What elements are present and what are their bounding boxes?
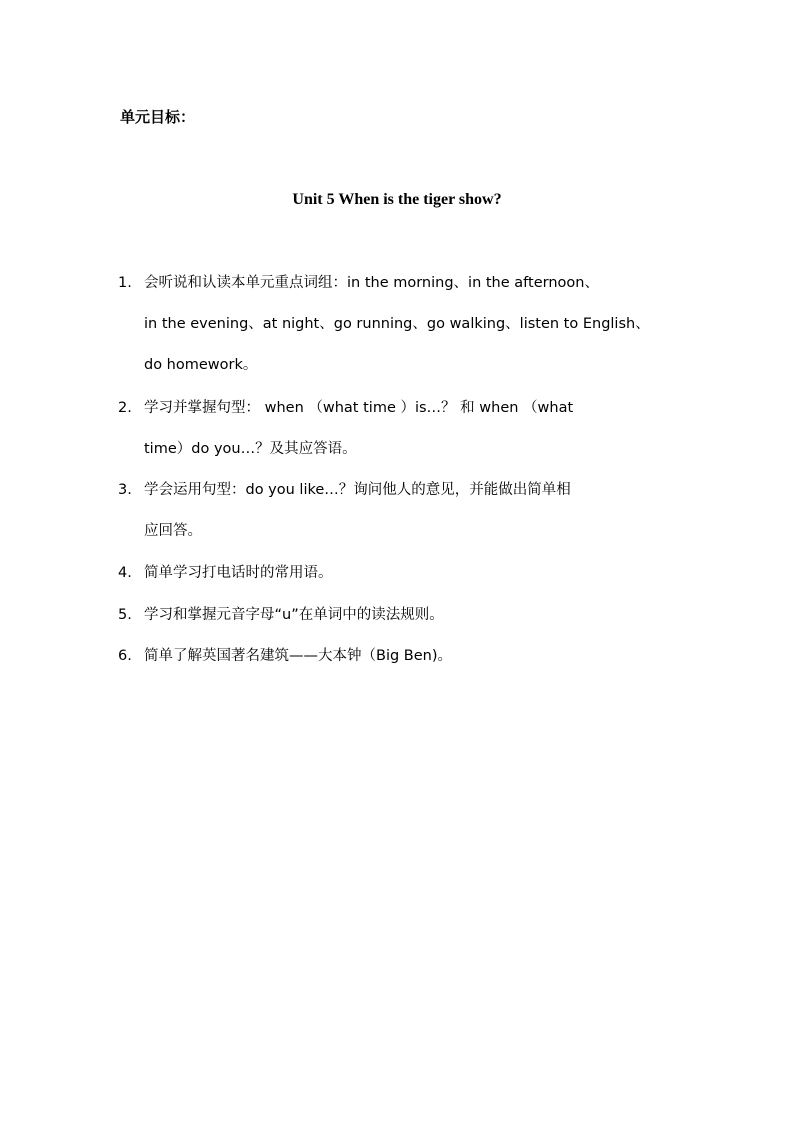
- goal-item: [118, 553, 684, 594]
- goal-number: 3.: [118, 482, 132, 498]
- goal-item: [118, 470, 684, 552]
- goal-item: [118, 595, 684, 636]
- goal-text: [144, 263, 684, 386]
- goal-number: 2.: [118, 400, 132, 416]
- goal-text: [144, 470, 684, 552]
- goal-line: 简单了解英国著名建筑——大本钟（Big Ben)。: [144, 648, 453, 664]
- goal-line: in the evening、at night、go running、go walking、listen to English、: [144, 316, 650, 332]
- goal-text: [144, 388, 684, 470]
- goal-line: 学习和掌握元音字母“u”在单词中的读法规则。: [144, 607, 444, 623]
- goal-number: 6.: [118, 648, 132, 664]
- goal-text: [144, 595, 684, 636]
- unit-title: Unit 5 When is the tiger show?: [292, 191, 502, 208]
- goal-line: 学习并掌握句型： when （what time ）is…？ 和 when （what: [144, 400, 574, 416]
- goal-line: 简单学习打电话时的常用语。: [144, 565, 333, 581]
- goal-item: [118, 263, 684, 386]
- goal-item: [118, 388, 684, 470]
- goal-number: 4.: [118, 565, 132, 581]
- section-heading: 单元目标：: [120, 108, 196, 126]
- goal-text: [144, 636, 684, 677]
- goal-line: do homework。: [144, 357, 258, 373]
- goal-text: [144, 553, 684, 594]
- goal-line: 应回答。: [144, 523, 202, 539]
- goal-item: [118, 636, 684, 677]
- goal-line: time）do you…？及其应答语。: [144, 441, 357, 457]
- goal-line: 学会运用句型：do you like…？询问他人的意见，并能做出简单相: [144, 482, 571, 498]
- goal-line: 会听说和认读本单元重点词组：in the morning、in the afternoon、: [144, 275, 599, 291]
- goal-number: 5.: [118, 607, 132, 623]
- goal-number: 1.: [118, 275, 132, 291]
